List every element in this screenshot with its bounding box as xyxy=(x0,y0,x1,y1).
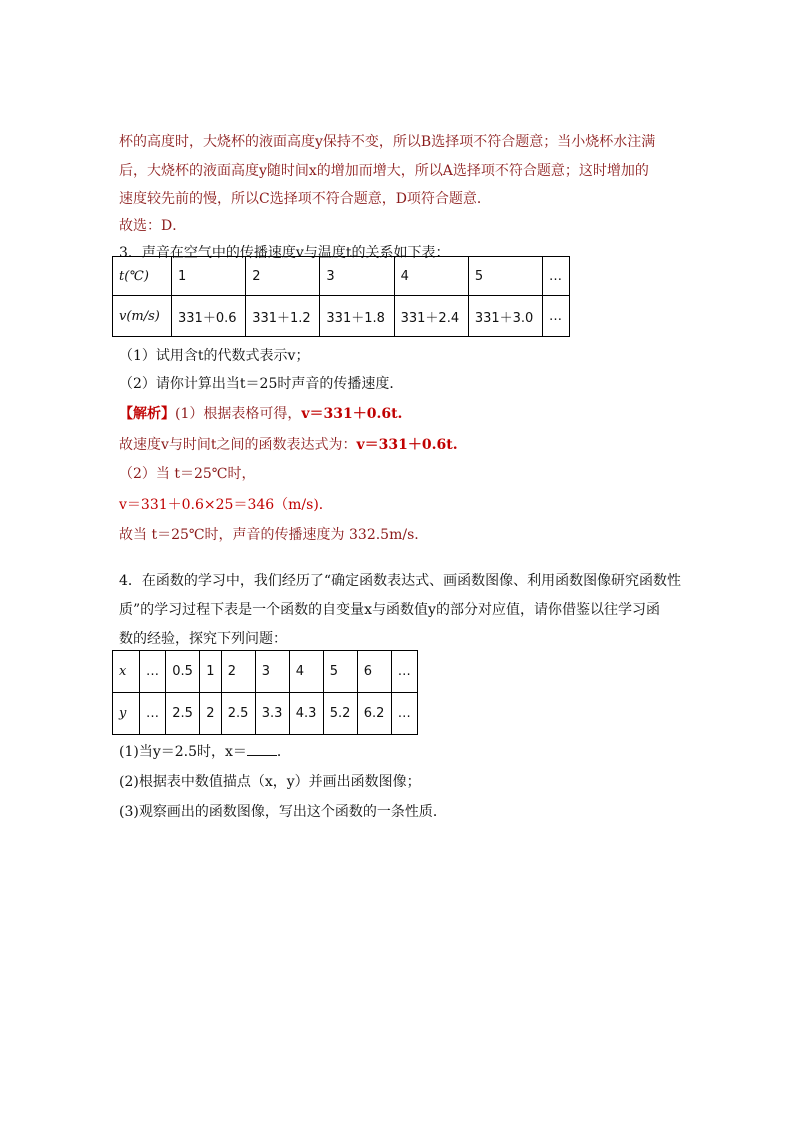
q3-analysis-line-4: v＝331＋0.6×25＝346（m/s)． xyxy=(119,497,333,513)
q3-cell: 331＋1.2 xyxy=(246,296,320,337)
q4-cell: … xyxy=(140,651,166,693)
q4-sub1-text: (1)当y＝2.5时，x＝ xyxy=(119,744,247,760)
q3-sub1: （1）试用含t的代数式表示v； xyxy=(119,348,310,364)
q4-cell: 2.5 xyxy=(221,693,255,735)
q3-sub2: （2）请你计算出当t＝25时声音的传播速度． xyxy=(119,376,404,392)
q4-table-row-y xyxy=(113,693,418,735)
q4-table-head-y: y xyxy=(113,693,140,735)
q3-cell: 4 xyxy=(394,257,468,296)
q3-cell: … xyxy=(543,296,570,337)
q4-cell: 0.5 xyxy=(166,651,200,693)
q3-analysis-line-1 xyxy=(119,403,402,425)
q3-cell: 331＋3.0 xyxy=(468,296,542,337)
q4-cell: 6 xyxy=(357,651,391,693)
prev-answer: 故选：D． xyxy=(119,218,187,234)
q3-cell: 3 xyxy=(320,257,394,296)
prev-analysis-line-1: 杯的高度时，大烧杯的液面高度y保持不变，所以B选择项不符合题意；当小烧杯水注满 xyxy=(119,134,656,150)
q3-analysis-formula-2: v＝331＋0.6t. xyxy=(356,437,458,453)
q3-cell: 2 xyxy=(246,257,320,296)
q3-analysis-line-5: 故当 t＝25℃时，声音的传播速度为 332.5m/s. xyxy=(119,527,419,543)
q4-cell: 3.3 xyxy=(255,693,289,735)
analysis-tag: 【解析】 xyxy=(119,406,175,422)
q3-cell: 1 xyxy=(172,257,246,296)
q3-cell: 331＋1.8 xyxy=(320,296,394,337)
q4-sub3: (3)观察画出的函数图像，写出这个函数的一条性质． xyxy=(119,804,447,820)
q3-table xyxy=(112,256,570,337)
q3-analysis-1a: (1）根据表格可得， xyxy=(175,406,302,422)
q4-title-line-2: 质”的学习过程下表是一个函数的自变量x与函数值y的部分对应值，请你借鉴以往学习函 xyxy=(119,602,660,618)
q3-table-row-v xyxy=(113,296,570,337)
prev-analysis-line-2: 后，大烧杯的液面高度y随时间x的增加而增大，所以A选择项不符合题意；这时增加的 xyxy=(119,163,649,179)
q4-table-row-x xyxy=(113,651,418,693)
q4-cell: 4.3 xyxy=(289,693,323,735)
q4-table xyxy=(112,650,418,735)
q4-cell: 3 xyxy=(255,651,289,693)
q4-cell: 6.2 xyxy=(357,693,391,735)
q3-analysis-line-3: （2）当 t＝25℃时， xyxy=(119,466,256,482)
q3-analysis-line-2 xyxy=(119,434,458,456)
q4-table-head-x: x xyxy=(113,651,140,693)
q4-cell: 5.2 xyxy=(323,693,357,735)
q4-cell: … xyxy=(140,693,166,735)
q4-cell: 1 xyxy=(200,651,221,693)
q3-table-head-v: v(m/s) xyxy=(113,296,172,337)
q4-cell: 4 xyxy=(289,651,323,693)
q3-table-row-t xyxy=(113,257,570,296)
q4-cell: 2 xyxy=(221,651,255,693)
q4-cell: … xyxy=(391,693,417,735)
q4-cell: 5 xyxy=(323,651,357,693)
q4-title-line-3: 数的经验，探究下列问题： xyxy=(119,631,287,647)
prev-analysis-line-3: 速度较先前的慢，所以C选择项不符合题意，D项符合题意． xyxy=(119,191,491,207)
q4-cell: 2.5 xyxy=(166,693,200,735)
q3-table-head-t: t(℃) xyxy=(113,257,172,296)
q3-cell: 331＋2.4 xyxy=(394,296,468,337)
answer-blank[interactable] xyxy=(247,741,277,756)
q3-analysis-formula-1: v＝331＋0.6t. xyxy=(301,406,403,422)
q4-sub1 xyxy=(119,741,291,763)
q4-title-line-1: 4．在函数的学习中，我们经历了“确定函数表达式、画函数图像、利用函数图像研究函数性 xyxy=(119,573,682,589)
q4-sub2: (2)根据表中数值描点（x，y）并画出函数图像； xyxy=(119,774,421,790)
q3-analysis-2a: 故速度v与时间t之间的函数表达式为： xyxy=(119,437,357,453)
q4-cell: … xyxy=(391,651,417,693)
q3-cell: 331＋0.6 xyxy=(172,296,246,337)
q3-cell: 5 xyxy=(468,257,542,296)
q4-cell: 2 xyxy=(200,693,221,735)
q3-title: 3．声音在空气中的传播速度v与温度t的关系如下表： xyxy=(119,245,450,261)
q4-sub1-end: ． xyxy=(276,744,291,760)
q3-cell: … xyxy=(543,257,570,296)
